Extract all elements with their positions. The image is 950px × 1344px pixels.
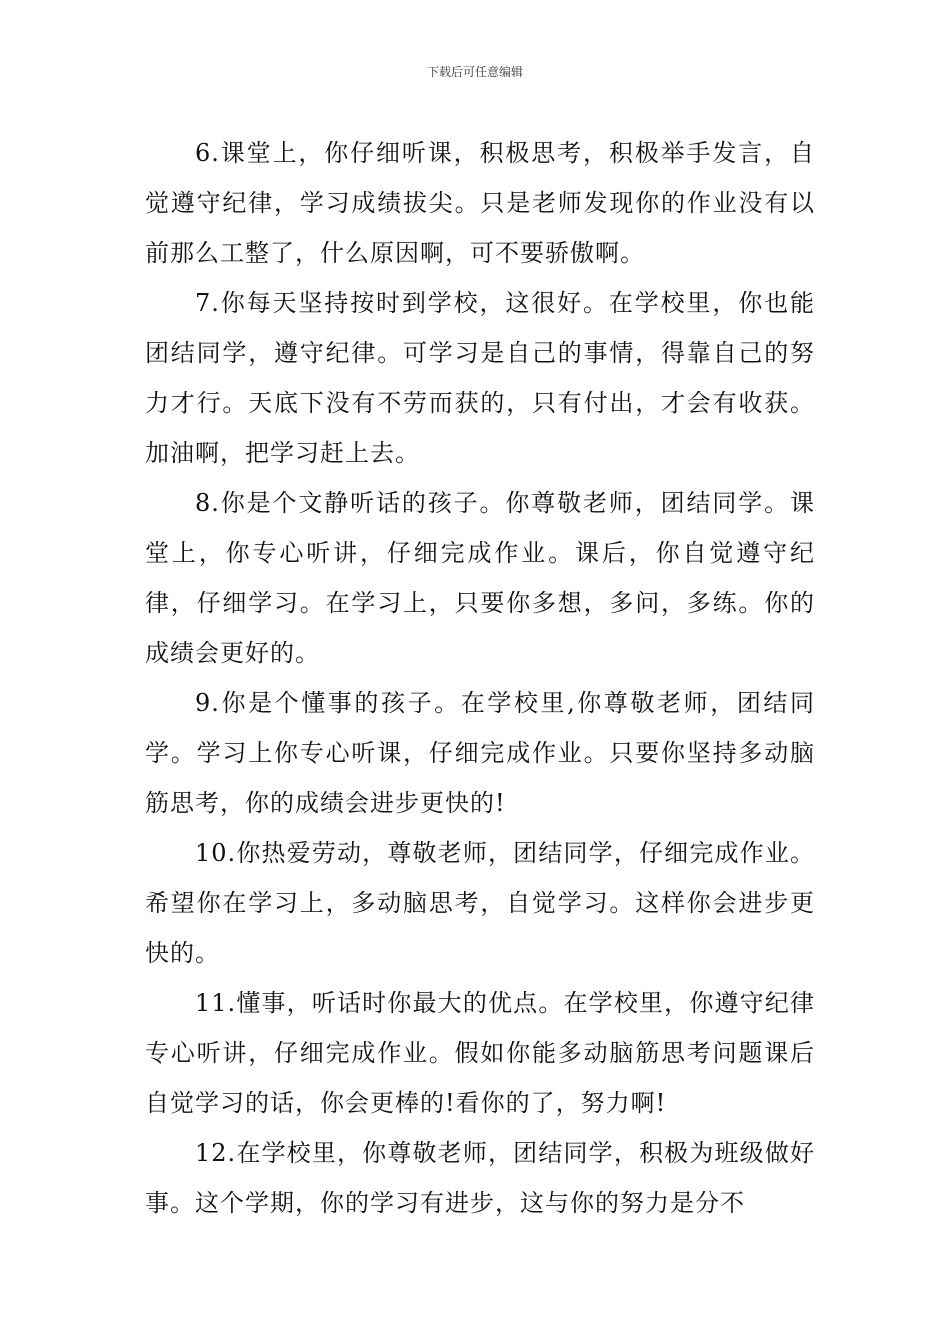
paragraph-11: 11.懂事，听话时你最大的优点。在学校里，你遵守纪律专心听讲，仔细完成作业。假如你能多动脑筋思考问题课后自觉学习的话，你会更棒的!看你的了，努力啊! [145,989,815,1117]
paragraph-12: 12.在学校里，你尊敬老师，团结同学，积极为班级做好事。这个学期，你的学习有进步，这与你的努力是分不 [145,1139,815,1217]
document-body [145,128,815,1228]
paragraph-9: 9.你是个懂事的孩子。在学校里,你尊敬老师，团结同学。学习上你专心听课，仔细完成作业。只要你坚持多动脑筋思考，你的成绩会进步更快的! [145,689,815,817]
paragraph-7: 7.你每天坚持按时到学校，这很好。在学校里，你也能团结同学，遵守纪律。可学习是自己的事情，得靠自己的努力才行。天底下没有不劳而获的，只有付出，才会有收获。加油啊，把学习赶上去。 [145,289,815,467]
page-header: 下载后可任意编辑 [426,65,523,79]
paragraph-8: 8.你是个文静听话的孩子。你尊敬老师，团结同学。课堂上，你专心听讲，仔细完成作业。课后，你自觉遵守纪律，仔细学习。在学习上，只要你多想，多问，多练。你的成绩会更好的。 [145,489,815,667]
paragraph-6: 6.课堂上，你仔细听课，积极思考，积极举手发言，自觉遵守纪律，学习成绩拔尖。只是老师发现你的作业没有以前那么工整了，什么原因啊，可不要骄傲啊。 [145,139,815,267]
paragraph-10: 10.你热爱劳动，尊敬老师，团结同学，仔细完成作业。希望你在学习上，多动脑思考，自觉学习。这样你会进步更快的。 [145,839,815,967]
